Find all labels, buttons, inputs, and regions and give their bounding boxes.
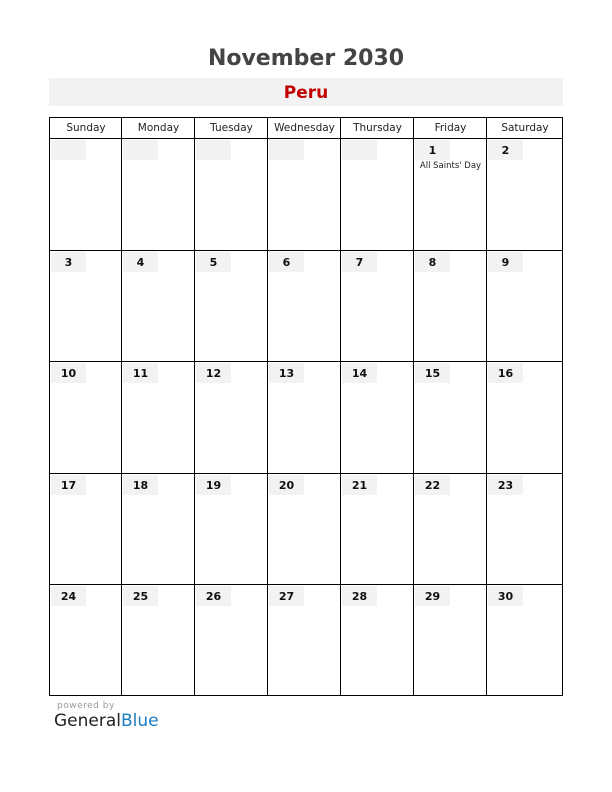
day-number: 22 (415, 475, 450, 495)
day-number (51, 140, 86, 160)
day-cell[interactable] (268, 474, 341, 585)
day-number: 24 (51, 586, 86, 606)
day-cell[interactable] (195, 474, 268, 585)
day-number: 25 (123, 586, 158, 606)
day-cell[interactable] (195, 139, 268, 251)
day-cell[interactable] (268, 251, 341, 362)
day-cell[interactable] (122, 362, 195, 474)
day-cell[interactable] (268, 139, 341, 251)
day-cell[interactable] (122, 585, 195, 696)
day-number: 18 (123, 475, 158, 495)
day-number: 2 (488, 140, 523, 160)
day-cell[interactable] (195, 362, 268, 474)
day-number: 3 (51, 252, 86, 272)
day-number: 11 (123, 363, 158, 383)
generalblue-logo[interactable] (54, 711, 159, 731)
day-number: 6 (269, 252, 304, 272)
day-number: 21 (342, 475, 377, 495)
day-number: 15 (415, 363, 450, 383)
weekday-header-wednesday: Wednesday (268, 118, 341, 139)
day-cell[interactable] (50, 474, 122, 585)
day-number: 20 (269, 475, 304, 495)
day-cell[interactable] (487, 474, 563, 585)
day-number: 7 (342, 252, 377, 272)
day-number: 8 (415, 252, 450, 272)
weekday-header-sunday: Sunday (50, 118, 122, 139)
weekday-header-tuesday: Tuesday (195, 118, 268, 139)
day-number: 30 (488, 586, 523, 606)
day-number: 26 (196, 586, 231, 606)
calendar-grid (49, 117, 563, 696)
day-cell[interactable] (122, 251, 195, 362)
weekday-header-thursday: Thursday (341, 118, 414, 139)
day-cell[interactable] (487, 251, 563, 362)
day-number: 4 (123, 252, 158, 272)
day-number: 14 (342, 363, 377, 383)
day-cell[interactable] (487, 362, 563, 474)
day-cell[interactable] (268, 362, 341, 474)
powered-by-label: powered by (57, 701, 115, 711)
day-cell[interactable] (50, 139, 122, 251)
day-number: 9 (488, 252, 523, 272)
country-banner: Peru (49, 78, 563, 106)
day-number: 29 (415, 586, 450, 606)
day-cell[interactable] (50, 251, 122, 362)
day-number: 28 (342, 586, 377, 606)
day-number: 19 (196, 475, 231, 495)
day-number (196, 140, 231, 160)
day-number: 23 (488, 475, 523, 495)
day-cell[interactable] (341, 362, 414, 474)
day-cell[interactable] (268, 585, 341, 696)
day-cell[interactable] (341, 251, 414, 362)
day-cell[interactable] (341, 139, 414, 251)
day-cell[interactable] (50, 585, 122, 696)
brand-blue: Blue (121, 711, 159, 731)
day-number: 27 (269, 586, 304, 606)
day-number (269, 140, 304, 160)
day-cell[interactable] (195, 585, 268, 696)
day-cell[interactable] (122, 474, 195, 585)
day-number: 16 (488, 363, 523, 383)
day-cell[interactable] (414, 474, 487, 585)
day-cell[interactable] (195, 251, 268, 362)
holiday-label: All Saints' Day (419, 161, 482, 171)
day-number (123, 140, 158, 160)
day-cell[interactable] (414, 139, 487, 251)
day-number: 5 (196, 252, 231, 272)
day-number (342, 140, 377, 160)
day-cell[interactable] (414, 362, 487, 474)
day-cell[interactable] (414, 585, 487, 696)
weekday-header-saturday: Saturday (487, 118, 563, 139)
day-number: 10 (51, 363, 86, 383)
day-cell[interactable] (414, 251, 487, 362)
brand-general: General (54, 711, 121, 731)
day-cell[interactable] (487, 139, 563, 251)
day-number: 1 (415, 140, 450, 160)
weekday-header-monday: Monday (122, 118, 195, 139)
day-cell[interactable] (122, 139, 195, 251)
day-cell[interactable] (341, 585, 414, 696)
day-number: 12 (196, 363, 231, 383)
day-number: 17 (51, 475, 86, 495)
page-title: November 2030 (207, 46, 405, 71)
weekday-header-friday: Friday (414, 118, 487, 139)
day-cell[interactable] (341, 474, 414, 585)
day-cell[interactable] (50, 362, 122, 474)
day-number: 13 (269, 363, 304, 383)
day-cell[interactable] (487, 585, 563, 696)
